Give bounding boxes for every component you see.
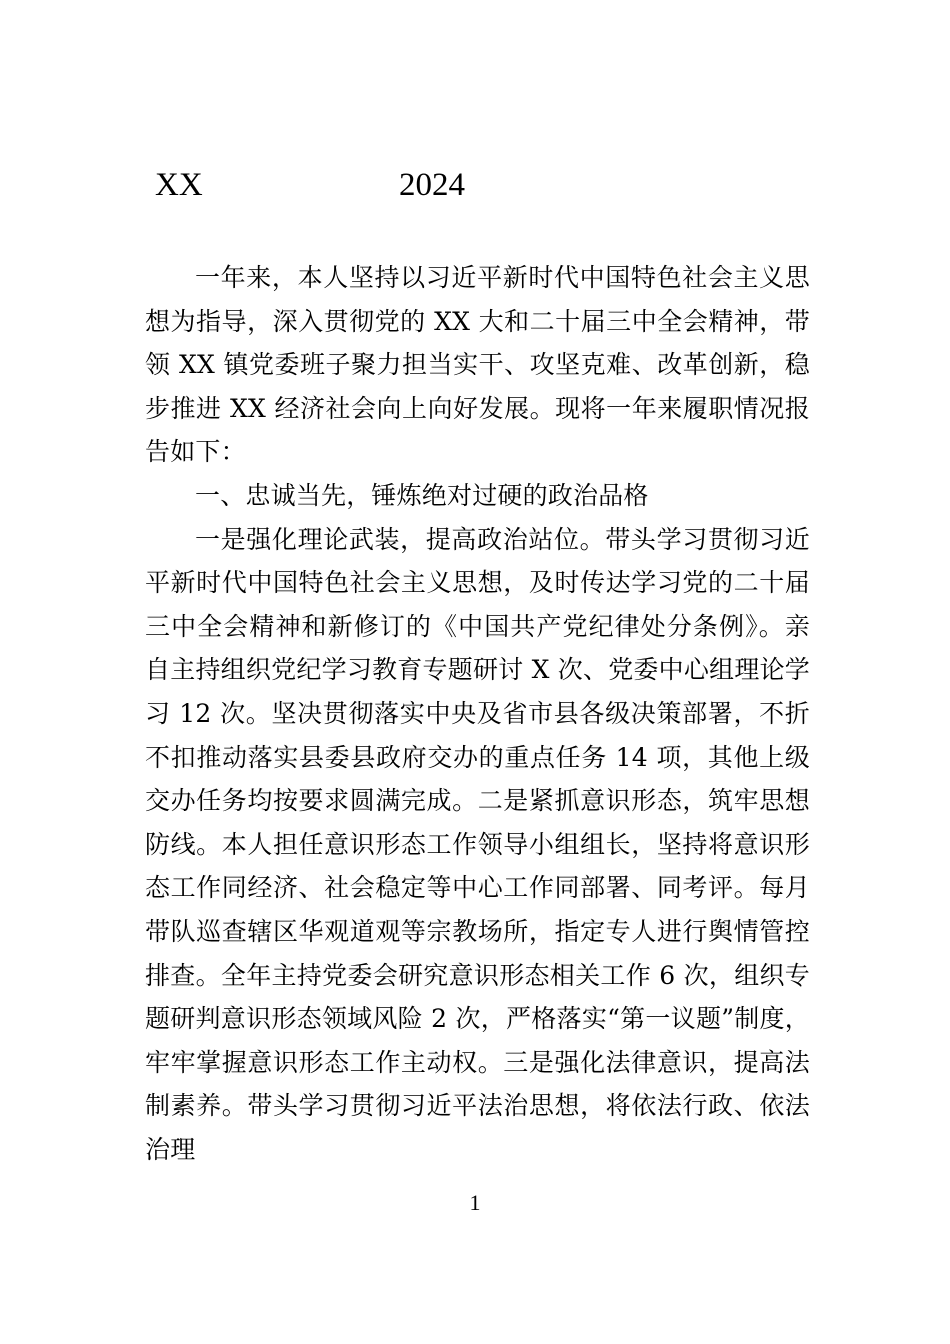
section-heading-1: 一、忠诚当先，锤炼绝对过硬的政治品格 (195, 480, 649, 510)
document-title (0, 160, 950, 210)
document-body (145, 256, 810, 1171)
intro-paragraph: 一年来，本人坚持以习近平新时代中国特色社会主义思想为指导，深入贯彻党的 XX 大和二十届三中全会精神，带领 XX 镇党委班子聚力担当实干、攻坚克难、改革创新，稳步推进 XX 经济社会向上向好发展。现将一年来履职情况报告如下： (145, 263, 810, 467)
title-org-placeholder: XX (155, 167, 203, 203)
section-1-paragraph: 一是强化理论武装，提高政治站位。带头学习贯彻习近平新时代中国特色社会主义思想，及时传达学习党的二十届三中全会精神和新修订的《中国共产党纪律处分条例》。亲自主持组织党纪学习教育专题研讨 X 次、党委中心组理论学习 12 次。坚决贯彻落实中央及省市县各级决策部署，不折不扣推动落实县委县政府交办的重点任务 14 项，其他上级交办任务均按要求圆满完成。二是紧抓意识形态，筑牢思想防线。本人担任意识形态工作领导小组组长，坚持将意识形态工作同经济、社会稳定等中心工作同部署、同考评。每月带队巡查辖区华观道观等宗教场所，指定专人进行舆情管控排查。全年主持党委会研究意识形态相关工作 6 次，组织专题研判意识形态领域风险 2 次，严格落实“第一议题”制度，牢牢掌握意识形态工作主动权。三是强化法律意识，提高法制素养。带头学习贯彻习近平法治思想，将依法行政、依法治理 (145, 524, 810, 1164)
title-year: 2024 (399, 167, 465, 203)
page-number: 1 (469, 1190, 481, 1215)
